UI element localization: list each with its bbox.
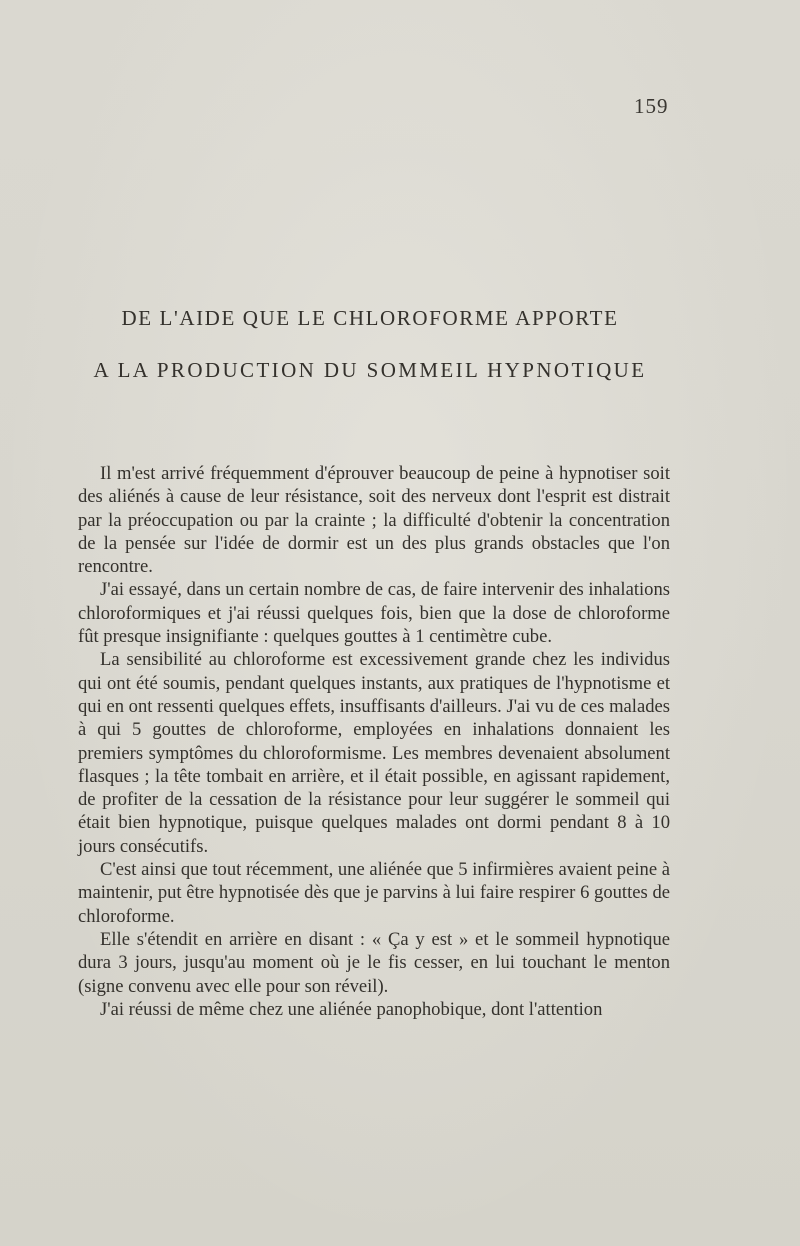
paragraph-3: La sensibilité au chloroforme est excessivement grande chez les individus qui ont été soumis, pendant quelques instants, aux pratiques de l'hypnotisme et qui en ont ressenti quelques effets, insuffisants d'ailleurs. J'ai vu de ces malades à qui 5 gouttes de chloroforme, employées en inhalations donnaient les premiers symptômes du chloroformisme. Les membres devenaient absolument flasques ; la tête tombait en arrière, et il était possible, en agissant rapidement, de profiter de la cessation de la résistance pour leur suggérer le sommeil qui était bien hypnotique, puisque quelques malades ont dormi pendant 8 à 10 jours consécutifs.	[78, 649, 670, 857]
paragraph-1: Il m'est arrivé fréquemment d'éprouver beaucoup de peine à hypnotiser soit des aliénés à cause de leur résistance, soit des nerveux dont l'esprit est distrait par la préoccupation ou par la crainte ; la difficulté d'obtenir la concentration de la pensée sur l'idée de dormir est un des plus grands obstacles que l'on rencontre.	[78, 463, 670, 578]
paragraph-6: J'ai réussi de même chez une aliénée panophobique, dont l'attention	[100, 998, 603, 1020]
paragraph-2: J'ai essayé, dans un certain nombre de cas, de faire intervenir des inhalations chloroformiques et j'ai réussi quelques fois, bien que la dose de chloroforme fût presque insignifiante : quelques gouttes à 1 centimètre cube.	[78, 579, 670, 648]
chapter-title-line-2: A LA PRODUCTION DU SOMMEIL HYPNOTIQUE	[93, 358, 647, 382]
paragraph-4: C'est ainsi que tout récemment, une aliénée que 5 infirmières avaient peine à maintenir, put être hypnotisée dès que je parvins à lui faire respirer 6 gouttes de chloroforme.	[78, 859, 670, 927]
body-text	[78, 462, 670, 1021]
page-number: 159	[634, 94, 669, 118]
paragraph-5: Elle s'étendit en arrière en disant : « Ça y est » et le sommeil hypnotique dura 3 jours, jusqu'au moment où je le fis cesser, en lui touchant le menton (signe convenu avec elle pour son réveil).	[78, 928, 670, 997]
chapter-title-line-1: DE L'AIDE QUE LE CHLOROFORME APPORTE	[121, 306, 619, 330]
